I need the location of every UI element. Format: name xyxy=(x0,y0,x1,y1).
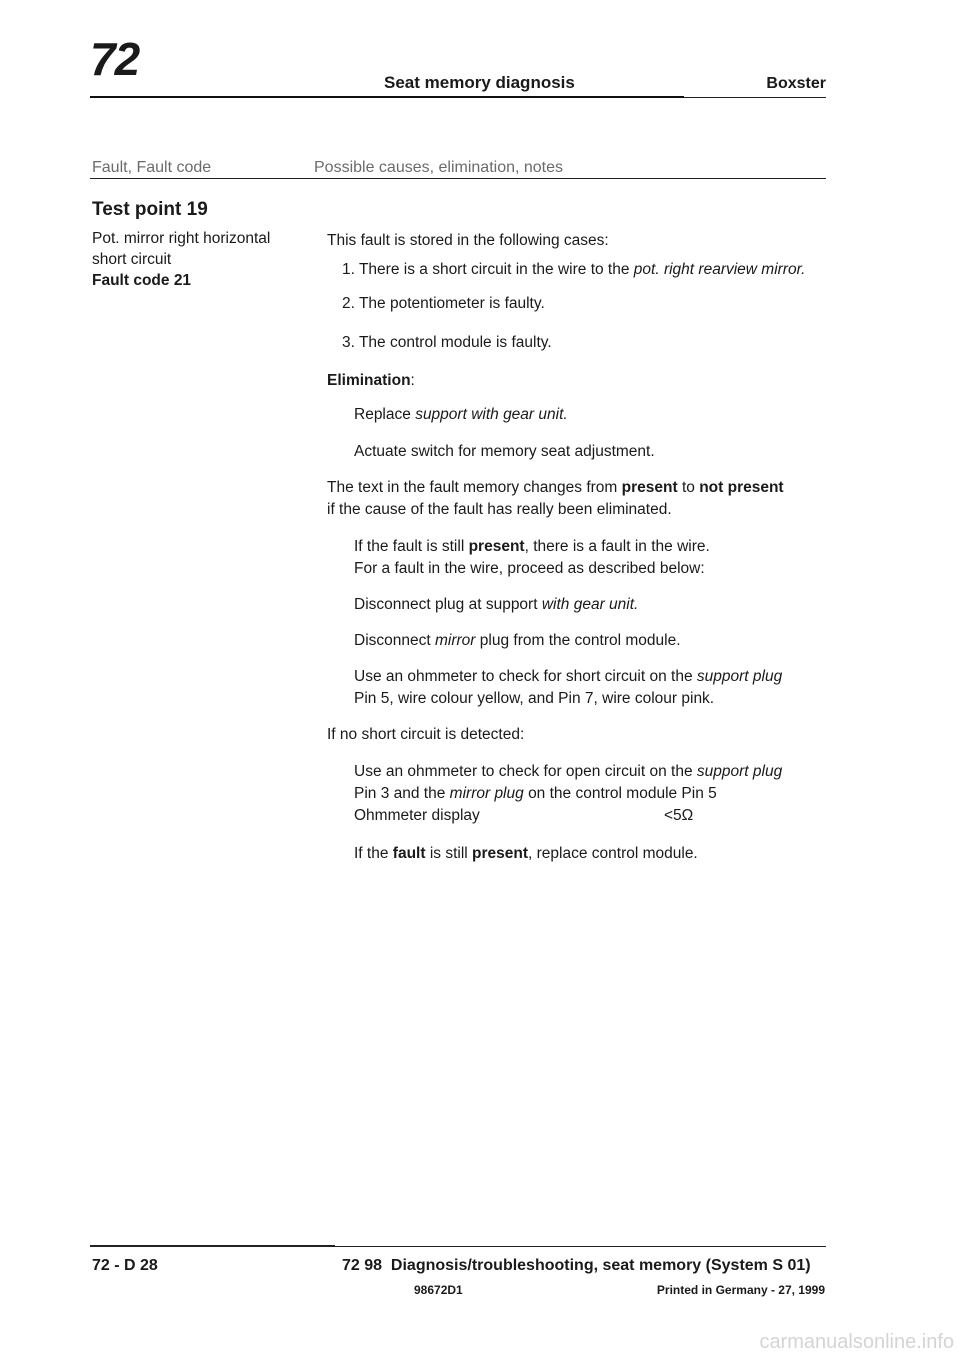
disconnect-mirror-step xyxy=(354,630,681,652)
mirror-plug-italic: mirror plug xyxy=(449,785,524,802)
not-present-keyword: not present xyxy=(699,479,784,496)
replace-text: Replace xyxy=(354,406,411,423)
final-text: If the xyxy=(354,845,389,862)
document-number: 98672D1 xyxy=(414,1283,463,1297)
case-2-text: The potentiometer is faulty. xyxy=(358,295,545,312)
test-point-description xyxy=(92,228,302,270)
open-circuit-module-pin: on the control module Pin 5 xyxy=(528,785,717,802)
case-1 xyxy=(342,259,806,281)
model-name: Boxster xyxy=(766,75,826,92)
elimination-label: Elimination xyxy=(327,372,411,389)
case-1-text: There is a short circuit in the wire to the xyxy=(358,261,630,278)
header-rule xyxy=(90,96,684,98)
page-title: Seat memory diagnosis xyxy=(384,73,575,92)
still-present-note xyxy=(354,536,710,580)
open-circuit-pin: Pin 3 and the xyxy=(354,785,446,802)
intro-text: This fault is stored in the following cases: xyxy=(327,232,609,249)
wire-fault-line: For a fault in the wire, proceed as described below: xyxy=(354,560,705,577)
final-text-end: , replace control module. xyxy=(528,845,698,862)
page-number: 72 - D 28 xyxy=(92,1257,158,1274)
fault-memory-note xyxy=(327,477,784,521)
fault-code: Fault code 21 xyxy=(92,272,192,289)
fault-memory-line2: if the cause of the fault has really been eliminated. xyxy=(327,501,672,518)
still-present-line xyxy=(354,536,710,558)
print-info: Printed in Germany - 27, 1999 xyxy=(656,1283,825,1297)
short-circuit-line1 xyxy=(354,666,782,688)
column-heading-fault: Fault, Fault code xyxy=(92,159,212,176)
open-circuit-line1 xyxy=(354,761,782,783)
disconnect-plug-step xyxy=(354,594,638,616)
elimination-colon: : xyxy=(410,372,415,389)
still-present-keyword: present xyxy=(468,538,525,555)
ohmmeter-display-value: <5Ω xyxy=(664,807,694,824)
no-short-circuit-heading: If no short circuit is detected: xyxy=(327,726,525,743)
disconnect-plug-text: Disconnect plug at support xyxy=(354,596,538,613)
present-keyword: present xyxy=(621,479,678,496)
fault-memory-text: The text in the fault memory changes from xyxy=(327,479,618,496)
test-point-title: Test point 19 xyxy=(92,199,208,220)
column-heading-rule xyxy=(90,178,826,179)
watermark: carmanualsonline.info xyxy=(759,1331,954,1353)
fault-memory-line1 xyxy=(327,477,784,499)
disconnect-mirror-italic: mirror xyxy=(435,632,476,649)
open-circuit-line2 xyxy=(354,783,782,805)
header-rule-thin xyxy=(684,97,826,98)
case-1-number: 1. xyxy=(342,261,355,278)
final-instruction xyxy=(354,843,698,865)
open-circuit-check xyxy=(354,761,782,827)
final-present-keyword: present xyxy=(472,845,529,862)
short-circuit-check xyxy=(354,666,782,710)
case-2-number: 2. xyxy=(342,295,355,312)
disconnect-mirror-text: Disconnect xyxy=(354,632,431,649)
replace-italic: support with gear unit. xyxy=(415,406,568,423)
case-3 xyxy=(342,332,552,354)
case-3-number: 3. xyxy=(342,334,355,351)
disconnect-plug-italic: with gear unit. xyxy=(541,596,639,613)
column-heading-causes: Possible causes, elimination, notes xyxy=(314,159,564,176)
open-circuit-text: Use an ohmmeter to check for open circuit on the xyxy=(354,763,693,780)
test-point-line1: Pot. mirror right horizontal xyxy=(92,230,271,247)
chapter-number: 72 xyxy=(90,33,140,85)
case-1-italic: pot. right rearview mirror. xyxy=(633,261,806,278)
disconnect-mirror-text-end: plug from the control module. xyxy=(479,632,681,649)
final-text-middle: is still xyxy=(429,845,468,862)
still-text-end: , there is a fault in the wire. xyxy=(524,538,710,555)
final-fault-keyword: fault xyxy=(392,845,426,862)
elimination-heading xyxy=(327,370,415,392)
section-title: 72 98 Diagnosis/troubleshooting, seat memory (System S 01) xyxy=(342,1257,811,1274)
short-circuit-line2: Pin 5, wire colour yellow, and Pin 7, wire colour pink. xyxy=(354,690,715,707)
actuate-instruction: Actuate switch for memory seat adjustment. xyxy=(354,443,655,460)
case-3-text: The control module is faulty. xyxy=(358,334,552,351)
replace-instruction xyxy=(354,404,568,426)
support-plug-italic-2: support plug xyxy=(696,763,783,780)
case-2 xyxy=(342,293,545,315)
support-plug-italic: support plug xyxy=(696,668,783,685)
still-text: If the fault is still xyxy=(354,538,465,555)
to-word: to xyxy=(681,479,695,496)
footer-rule-accent xyxy=(90,1245,335,1247)
ohmmeter-display-label: Ohmmeter display xyxy=(354,807,480,824)
test-point-line2: short circuit xyxy=(92,251,172,268)
ohmmeter-display-row xyxy=(354,805,754,827)
short-circuit-text: Use an ohmmeter to check for short circuit on the xyxy=(354,668,693,685)
